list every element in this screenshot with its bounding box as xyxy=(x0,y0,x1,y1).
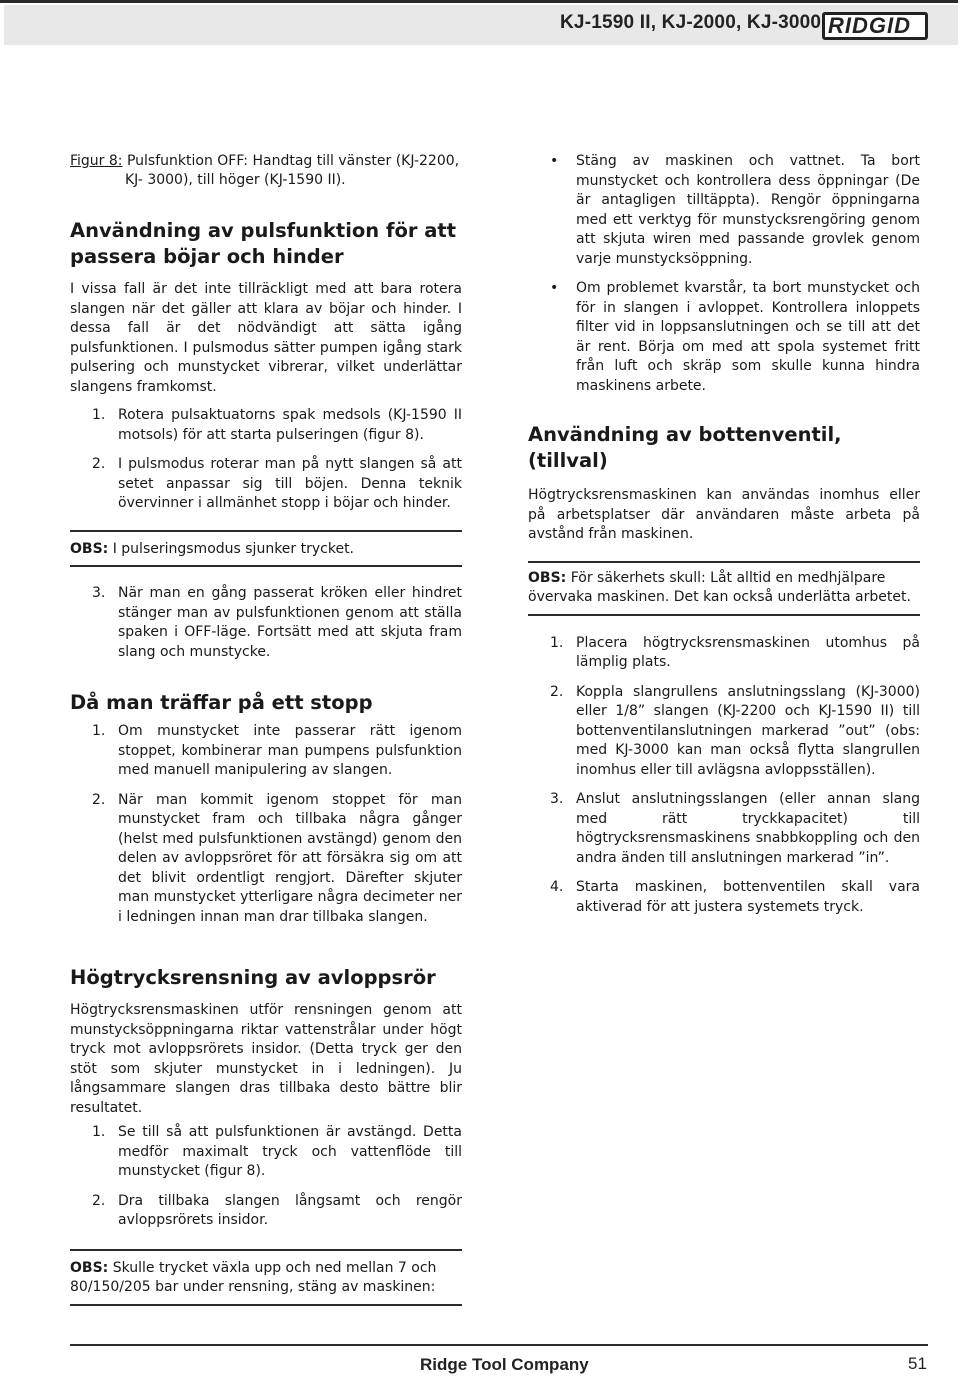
list-text: I pulsmodus roterar man på nytt slangen så att setet anpassar sig till böjen. Denna teknik övervinner i allmänhet stopp i böjar och hinder. xyxy=(118,456,462,511)
section-bottom-valve-paragraph: Högtrycksrensmaskinen kan användas inomhus eller på arbetsplatser där användaren måste arbeta på avstånd från maskinen. xyxy=(528,487,920,542)
list-item xyxy=(528,878,920,917)
list-item xyxy=(70,722,462,781)
list-item xyxy=(528,790,920,868)
note-label: OBS: xyxy=(70,540,109,557)
high-pressure-steps xyxy=(70,1123,462,1231)
list-item xyxy=(70,791,462,928)
note-rule-bottom xyxy=(70,1304,462,1306)
note-rule-top xyxy=(528,561,920,563)
note-pressure-fluctuation xyxy=(70,1259,462,1298)
page-header xyxy=(0,0,960,50)
pulse-step-3 xyxy=(70,584,462,662)
left-column xyxy=(70,152,462,1306)
list-item xyxy=(70,455,462,514)
list-number: 3. xyxy=(550,791,564,807)
pulse-steps xyxy=(70,406,462,514)
list-text: När man kommit igenom stoppet för man munstycket fram och tillbaka några gånger (helst med pulsfunktionen avstängd) genom den delen av avloppsröret för att försäkra sig om att det blivit ordentligt rengjort. Därefter skjuter man munstycket ytterligare några decimeter ner i ledningen innan man drar tillbaka slangen. xyxy=(118,791,462,925)
footer-company: Ridge Tool Company xyxy=(420,1355,589,1374)
list-item xyxy=(70,584,462,662)
list-item xyxy=(70,406,462,445)
list-number: 2. xyxy=(92,456,106,472)
list-item xyxy=(70,1123,462,1182)
section-title-high-pressure: Högtrycksrensning av avloppsrör xyxy=(70,966,436,989)
figure-caption xyxy=(70,152,462,190)
header-title: KJ-1590 II, KJ-2000, KJ-3000 xyxy=(560,12,822,33)
section-title-bottom-valve: Användning av bottenventil, (tillval) xyxy=(528,423,842,472)
bullet-icon: • xyxy=(550,153,559,169)
list-number: 2. xyxy=(550,683,564,700)
note-safety xyxy=(528,569,920,608)
list-item xyxy=(528,634,920,673)
list-item xyxy=(528,683,920,781)
list-item xyxy=(70,1192,462,1231)
list-item xyxy=(528,279,920,396)
right-column xyxy=(528,152,920,917)
list-number: 2. xyxy=(92,791,106,808)
list-text: Rotera pulsaktuatorns spak medsols (KJ-1590 II motsols) för att starta pulseringen (figur 8). xyxy=(118,407,462,443)
note-text: I pulseringsmodus sjunker trycket. xyxy=(112,540,355,557)
bottom-valve-steps xyxy=(528,634,920,918)
list-number: 3. xyxy=(92,585,106,601)
list-number: 1. xyxy=(92,1124,106,1140)
list-text: Stäng av maskinen och vattnet. Ta bort munstycket och kontrollera dess öppningar (De är antagligen tilltäppta). Rengör öppningarna med ett verktyg för munstycksrengöring genom att skjuta wiren med passande grovlek genom varje munstycksöppning. xyxy=(576,153,920,267)
note-rule-bottom xyxy=(70,565,462,567)
list-text: Se till så att pulsfunktionen är avstängd. Detta medför maximalt tryck och vattenflöde till munstycket (figur 8). xyxy=(118,1124,462,1179)
list-number: 1. xyxy=(92,407,106,423)
troubleshoot-bullets xyxy=(528,152,920,396)
list-text: När man en gång passerat kröken eller hindret stänger man av pulsfunktionen genom att ställa spaken i OFF-läge. Fortsätt med att skjuta fram slang och munstycke. xyxy=(118,585,462,660)
section-high-pressure-paragraph: Högtrycksrensmaskinen utför rensningen genom att munstycksöppningarna riktar vattenstrålar under högt tryck mot avloppsrörets insidor. (Detta tryck ger den stöt som skjuter munstycket in i ledningen). Ju långsammare slangen dras tillbaka desto bättre blir resultatet. xyxy=(70,1002,462,1116)
page-number: 51 xyxy=(908,1354,927,1373)
note-text: För säkerhets skull: Låt alltid en medhjälpare övervaka maskinen. Det kan också underlätta arbetet. xyxy=(528,569,911,605)
list-number: 1. xyxy=(92,723,106,739)
list-text: Anslut anslutningsslangen (eller annan slang med rätt tryckkapacitet) till högtrycksrensmaskinens snabbkoppling och den andra änden till anslutningen markerad ”in”. xyxy=(576,791,920,866)
header-rule xyxy=(0,0,958,3)
note-rule-bottom xyxy=(528,614,920,616)
footer-rule xyxy=(70,1344,928,1346)
figure-caption-text: Pulsfunktion OFF: Handtag till vänster (KJ-2200, KJ- 3000), till höger (KJ-1590 II). xyxy=(125,153,460,188)
list-number: 2. xyxy=(92,1192,106,1209)
note-rule-top xyxy=(70,530,462,532)
note-label: OBS: xyxy=(70,1259,109,1276)
stop-steps xyxy=(70,722,462,927)
bullet-icon: • xyxy=(550,280,559,296)
note-rule-top xyxy=(70,1249,462,1251)
list-text: Koppla slangrullens anslutningsslang (KJ-3000) eller 1/8” slangen (KJ-2200 och KJ-1590 II) till bottenventilanslutningen markerad ”out” (obs: med KJ-3000 kan man också flytta slangrullen inomhus eller till avlägsna avloppsställen). xyxy=(576,683,920,778)
list-text: Placera högtrycksrensmaskinen utomhus på lämplig plats. xyxy=(576,634,920,670)
list-number: 1. xyxy=(550,634,564,651)
note-pressure-drop xyxy=(70,540,462,560)
ridgid-logo xyxy=(822,12,928,42)
figure-label: Figur 8: xyxy=(70,153,123,169)
section-title-stop: Då man träffar på ett stopp xyxy=(70,691,373,714)
list-text: Om problemet kvarstår, ta bort munstycket och för in slangen i avloppet. Kontrollera inloppets filter vid in loppsanslutningen och se till att det är rent. Börja om med att spola systemet fritt från luft och skräp som skulle kunna hindra maskinens arbete. xyxy=(576,280,920,394)
note-text: Skulle trycket växla upp och ned mellan 7 och 80/150/205 bar under rensning, stäng av maskinen: xyxy=(70,1259,437,1295)
section-pulse-paragraph: I vissa fall är det inte tillräckligt med att bara rotera slangen när det gäller att klara av böjar och hinder. I dessa fall är det nödvändigt att sätta igång pulsfunktionen. I pulsmodus sätter pumpen igång stark pulsering och munstycket vibrerar, vilket underlättar slangens framkomst. xyxy=(70,281,462,395)
list-text: Starta maskinen, bottenventilen skall vara aktiverad för att justera systemets tryck. xyxy=(576,879,920,915)
logo-text: RIDGID xyxy=(828,13,911,38)
list-item xyxy=(528,152,920,269)
list-text: Om munstycket inte passerar rätt igenom stoppet, kombinerar man pumpens pulsfunktion med manuell manipulering av slangen. xyxy=(118,723,462,778)
list-number: 4. xyxy=(550,879,564,895)
section-title-pulse: Användning av pulsfunktion för att passera böjar och hinder xyxy=(70,219,457,268)
list-text: Dra tillbaka slangen långsamt och rengör avloppsrörets insidor. xyxy=(118,1192,462,1228)
note-label: OBS: xyxy=(528,569,567,586)
